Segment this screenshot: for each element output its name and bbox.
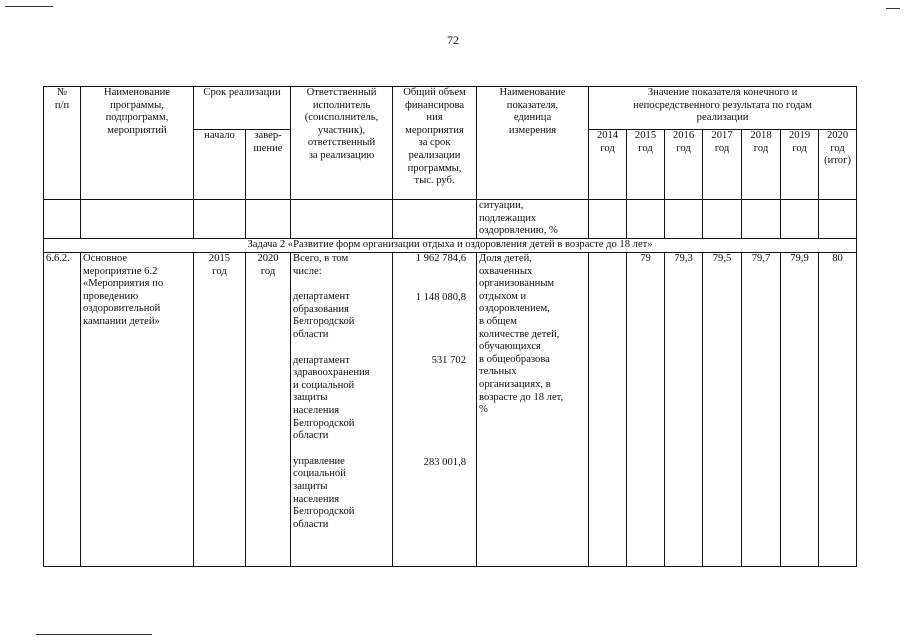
table-row [44,253,857,567]
header-year-2020: 2020 год (итог) [819,130,857,200]
scan-artifact-bottom-left [36,634,152,635]
carry-cell [589,200,627,239]
value-2016: 79,3 [665,253,703,567]
carry-cell [781,200,819,239]
header-indicator: Наименование показателя, единица измерения [477,87,589,200]
funding-health: 531 702 [431,355,467,367]
header-term: Срок реализации [194,87,291,130]
responsible-social: управление социальной защиты населения Белгородской области [293,455,355,530]
header-row-1 [44,87,857,130]
carry-cell [291,200,393,239]
value-2014 [589,253,627,567]
row-funding [393,253,477,567]
header-values-group: Значение показателя конечного и непосредственного результата по годам реализации [589,87,857,130]
value-2019: 79,9 [781,253,819,567]
header-funding: Общий объем финансирова ния мероприятия за срок реализации программы, тыс. руб. [393,87,477,200]
header-responsible: Ответственный исполнитель (соисполнитель, участник), ответственный за реализацию [291,87,393,200]
header-name: Наименование программы, подпрограмм, мероприятий [81,87,194,200]
value-2020: 80 [819,253,857,567]
responsible-education: департамент образования Белгородской области [293,291,355,340]
task-row [44,239,857,253]
header-num: № п/п [44,87,81,200]
carry-cell [742,200,781,239]
row-indicator: Доля детей, охваченных организованным отдыхом и оздоровлением, в общем количестве детей, обучающихся в общеобразова тельных организациях, в возрасте до 18 лет, % [477,253,589,567]
header-year-2016: 2016 год [665,130,703,200]
carry-cell [665,200,703,239]
page-number: 72 [447,33,459,47]
value-2017: 79,5 [703,253,742,567]
header-year-2018: 2018 год [742,130,781,200]
carry-cell [627,200,665,239]
carry-cell [246,200,291,239]
header-year-2017: 2017 год [703,130,742,200]
value-2015: 79 [627,253,665,567]
scan-artifact-top-left [5,6,53,7]
value-2018: 79,7 [742,253,781,567]
header-end: завер- шение [246,130,291,200]
carry-cell [819,200,857,239]
funding-social: 283 001,8 [423,456,467,468]
carry-cell [44,200,81,239]
funding-total: 1 962 784,6 [415,253,467,264]
header-start: начало [194,130,246,200]
row-responsible [291,253,393,567]
header-year-2019: 2019 год [781,130,819,200]
carry-cell [81,200,194,239]
row-num: 6.6.2. [44,253,81,567]
responsible-total: Всего, в том числе: [293,253,349,277]
row-name: Основное мероприятие 6.2 «Мероприятия по проведению оздоровительной кампании детей» [81,253,194,567]
row-start: 2015 год [194,253,246,567]
funding-education: 1 148 080,8 [415,291,467,303]
carry-indicator: ситуации, подлежащих оздоровлению, % [477,200,589,239]
responsible-health: департамент здравоохранения и социальной защиты населения Белгородской области [293,354,370,442]
task-title: Задача 2 «Развитие форм организации отдыха и оздоровления детей в возрасте до 18 лет» [44,239,857,253]
carry-cell [393,200,477,239]
carry-cell [194,200,246,239]
carry-cell [703,200,742,239]
row-end: 2020 год [246,253,291,567]
scan-artifact-top-right [886,8,900,9]
header-year-2014: 2014 год [589,130,627,200]
header-year-2015: 2015 год [627,130,665,200]
carry-over-row [44,200,857,239]
program-table [43,86,857,567]
